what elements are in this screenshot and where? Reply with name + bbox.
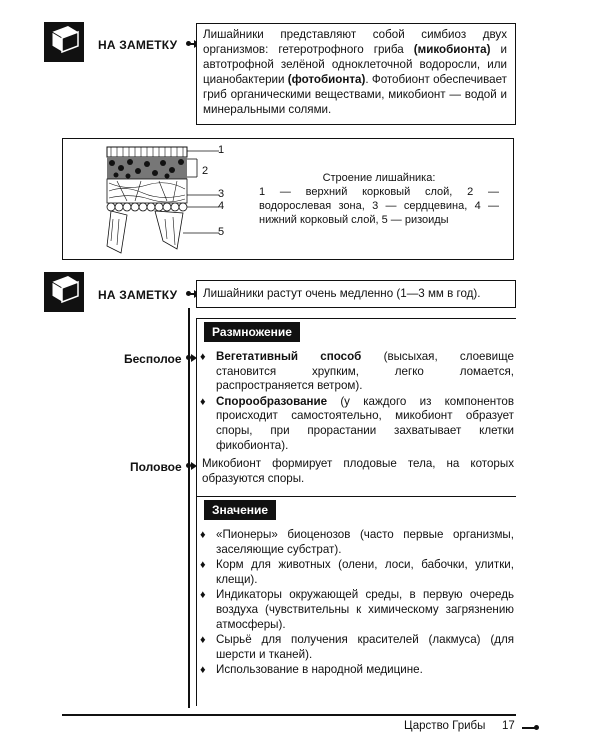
list-item: ♦ Сырьё для получения красителей (лакмуса) (для шерсти и тканей).	[200, 633, 514, 662]
figure-box	[62, 138, 514, 260]
list-item	[200, 395, 514, 453]
figure-number-2: 2	[202, 165, 209, 177]
note-box	[196, 280, 516, 308]
figure-number-3: 3	[218, 188, 225, 200]
note-term-mycobiont: (микобионта)	[413, 43, 491, 56]
note-text-e: . Фотобионт обеспечивает гриб органическими веществами, микобионт — водой и минеральными солями.	[203, 73, 507, 116]
list-item	[200, 350, 514, 394]
footer-dot	[534, 725, 539, 730]
connector-arrow	[191, 462, 197, 470]
list-item: ♦ Использование в народной медицине.	[200, 663, 514, 678]
figure-caption-text: 1 — верхний корковый слой, 2 — водорослевая зона, 3 — сердцевина, 4 — нижний корковый слой, 5 — ризоиды	[259, 186, 499, 226]
significance-heading: Значение	[204, 500, 276, 520]
list-item: ♦ «Пионеры» биоценозов (часто первые организмы, заселяющие субстрат).	[200, 528, 514, 557]
lichen-structure-illustration	[97, 141, 227, 259]
footer-rule	[62, 714, 516, 716]
sexual-text: Микобионт формирует плодовые тела, на которых образуются споры.	[202, 457, 514, 485]
figure-number-5: 5	[218, 226, 225, 238]
reproduction-heading: Размножение	[204, 322, 300, 342]
term: Спорообразование	[216, 394, 328, 408]
note-text-c: и автотрофной зелёной одноклеточной водоросли, или цианобактерии	[203, 43, 507, 86]
note-term-photobiont: (фотобионта)	[287, 73, 366, 86]
list-item: ♦ Индикаторы окружающей среды, в первую очередь воздуха (чувствительны к химическому загрязнению атмосферы).	[200, 588, 514, 632]
figure-number-4: 4	[218, 200, 225, 212]
reproduction-list	[200, 350, 514, 454]
term-description: (у каждого из компонентов происходит самостоятельно, микобионт образует споры, при прорастании захватывает клетки фикобионта).	[216, 394, 514, 452]
note-icon	[44, 22, 84, 62]
note-label: НА ЗАМЕТКУ	[98, 38, 178, 52]
figure-caption	[259, 171, 499, 227]
significance-list	[200, 528, 514, 679]
list-item: ♦ Корм для животных (олени, лоси, бабочки, улитки, клещи).	[200, 558, 514, 587]
note-label: НА ЗАМЕТКУ	[98, 288, 178, 302]
footer-page-number: 17	[502, 720, 515, 732]
note-text-a: Лишайники представляют собой симбиоз двух организмов: гетеротрофного гриба	[203, 28, 507, 56]
term: Вегетативный способ	[216, 350, 362, 363]
connector-arrow	[191, 354, 197, 362]
asexual-label: Бесполое	[124, 352, 182, 366]
sexual-label: Половое	[130, 460, 182, 474]
figure-caption-title: Строение лишайника:	[322, 172, 436, 184]
note-icon	[44, 272, 84, 312]
footer-section: Царство Грибы	[404, 720, 486, 732]
section-spine	[188, 308, 190, 708]
figure-number-1: 1	[218, 144, 225, 156]
note-text: Лишайники растут очень медленно (1—3 мм в год).	[203, 287, 481, 300]
term-description: (высыхая, слоевище становится хрупким, легко ломается, распространяется ветром).	[216, 350, 514, 393]
note-box	[196, 23, 516, 125]
